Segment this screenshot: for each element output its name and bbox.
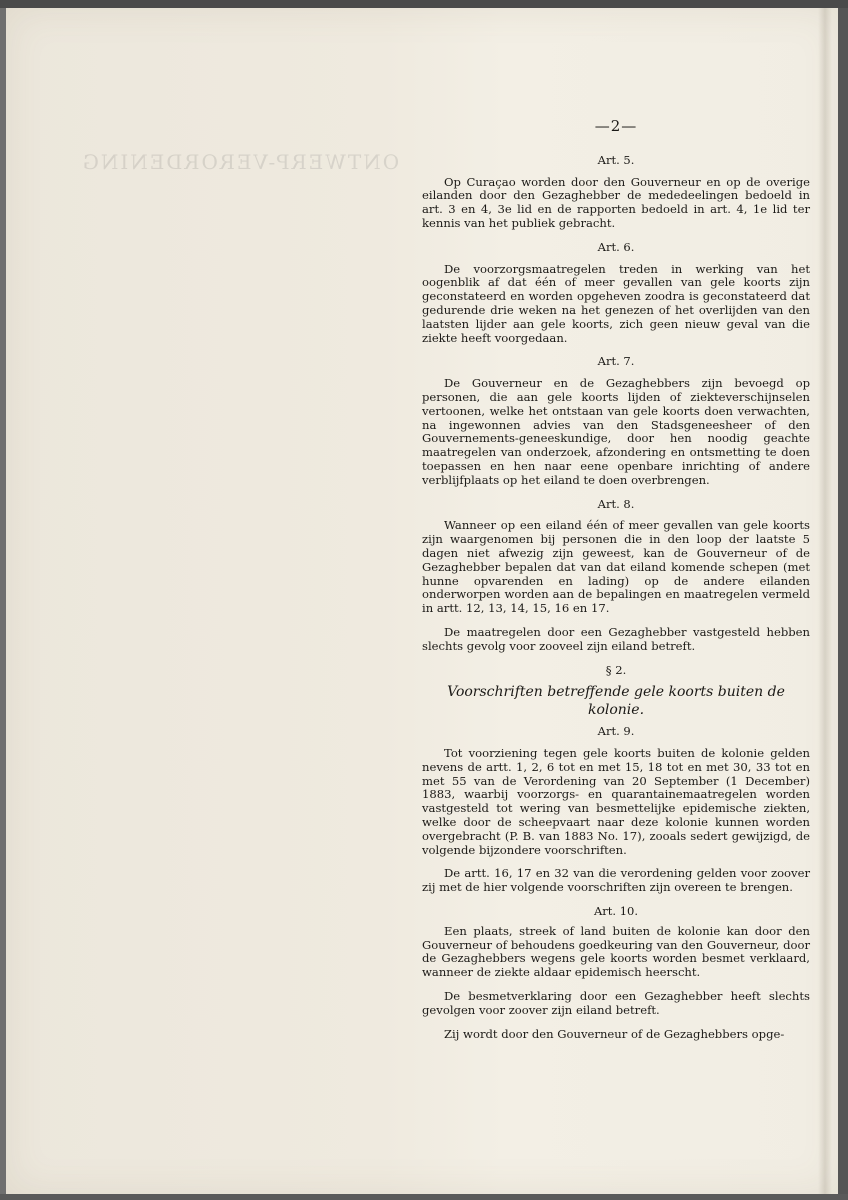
paragraph: De voorzorgsmaatregelen treden in werking van het oogenblik af dat één of meer gevallen van gele koorts zijn geconstateerd en worden opgeheven zoodra is geconstateerd dat gedurende drie weken na het genezen of het overlijden van den laatsten lijder aan gele koorts, zich geen nieuw geval van die ziekte heeft voorgedaan. bbox=[422, 261, 810, 345]
article-content bbox=[422, 154, 810, 1042]
article-number: Art. 5. bbox=[597, 152, 635, 167]
article-number: Art. 7. bbox=[597, 354, 635, 369]
article-number: Art. 8. bbox=[597, 496, 635, 511]
article-number: Art. 6. bbox=[597, 239, 635, 254]
section-number: § 2. bbox=[605, 662, 627, 677]
paragraph: Op Curaçao worden door den Gouverneur en op de overige eilanden door den Gezaghebber de mededeelingen bedoeld in art. 3 en 4, 3e lid en de rapporten bedoeld in art. 4, 1e lid ter kennis van het publiek gebracht. bbox=[422, 174, 810, 230]
paragraph: De Gouverneur en de Gezaghebbers zijn bevoegd op personen, die aan gele koorts lijden of ziekteverschijnselen vertoonen, welke het ontstaan van gele koorts doen verwachten, na ingewonnen advies van den Stadsgeneesheer of den Gouvernements-geneeskundige, door hen noodig geachte maatregelen van onderzoek, afzondering en ontsmetting te doen toepassen en hen naar eene openbare inrichting of andere verblijfplaats op het eiland te doen overbrengen. bbox=[422, 376, 810, 487]
scan-border-top bbox=[0, 0, 848, 8]
paragraph: De maatregelen door een Gezaghebber vastgesteld hebben slechts gevolg voor zooveel zijn eiland betreft. bbox=[422, 624, 810, 653]
section-heading: Voorschriften betreffende gele koorts buiten de kolonie. bbox=[447, 684, 785, 719]
paragraph: Wanneer op een eiland één of meer gevallen van gele koorts zijn waargenomen bij personen die in den loop der laatste 5 dagen niet afwezig zijn geweest, kan de Gouverneur of de Gezaghebber bepalen dat van dat eiland komende schepen (met hunne opvarenden en lading) op de andere eilanden onderworpen worden aan de bepalingen en maatregelen vermeld in artt. 12, 13, 14, 15, 16 en 17. bbox=[422, 518, 810, 616]
paragraph: De besmetverklaring door een Gezaghebber heeft slechts gevolgen voor zoover zijn eiland betreft. bbox=[422, 989, 810, 1017]
paragraph: Tot voorziening tegen gele koorts buiten de kolonie gelden nevens de artt. 1, 2, 6 tot en met 15, 18 tot en met 30, 33 tot en met 55 van de Verordening van 20 September (1 December) 1883, waarbij voorzorgs- en quarantainemaatregelen worden vastgesteld tot wering van besmettelijke epidemische ziekten, welke door de scheepvaart naar deze kolonie kunnen worden overgebracht (P. B. van 1883 No. 17), zooals sedert gewijzigd, de volgende bijzondere voorschriften. bbox=[422, 746, 810, 857]
bleed-through-title: ONTWERP-VERORDENING bbox=[80, 150, 400, 174]
scan-border-right bbox=[838, 8, 848, 1200]
article-number: Art. 10. bbox=[593, 904, 639, 919]
paragraph: De artt. 16, 17 en 32 van die verordening gelden voor zoover zij met de hier volgende voorschriften zijn overeen te brengen. bbox=[422, 866, 810, 895]
page-number: —2— bbox=[594, 117, 638, 135]
text-column bbox=[422, 117, 810, 1051]
bleed-through-text bbox=[70, 130, 410, 1090]
paragraph: Zij wordt door den Gouverneur of de Gezaghebbers opge- bbox=[444, 1026, 785, 1041]
paragraph: Een plaats, streek of land buiten de kolonie kan door den Gouverneur of behoudens goedkeuring van den Gouverneur, door de Gezaghebbers wegens gele koorts worden besmet verklaard, wanneer de ziekte aldaar epidemisch heerscht. bbox=[422, 923, 810, 980]
article-number: Art. 9. bbox=[597, 724, 635, 739]
scan-border-bottom bbox=[0, 1194, 848, 1200]
paper-fold bbox=[818, 8, 832, 1194]
